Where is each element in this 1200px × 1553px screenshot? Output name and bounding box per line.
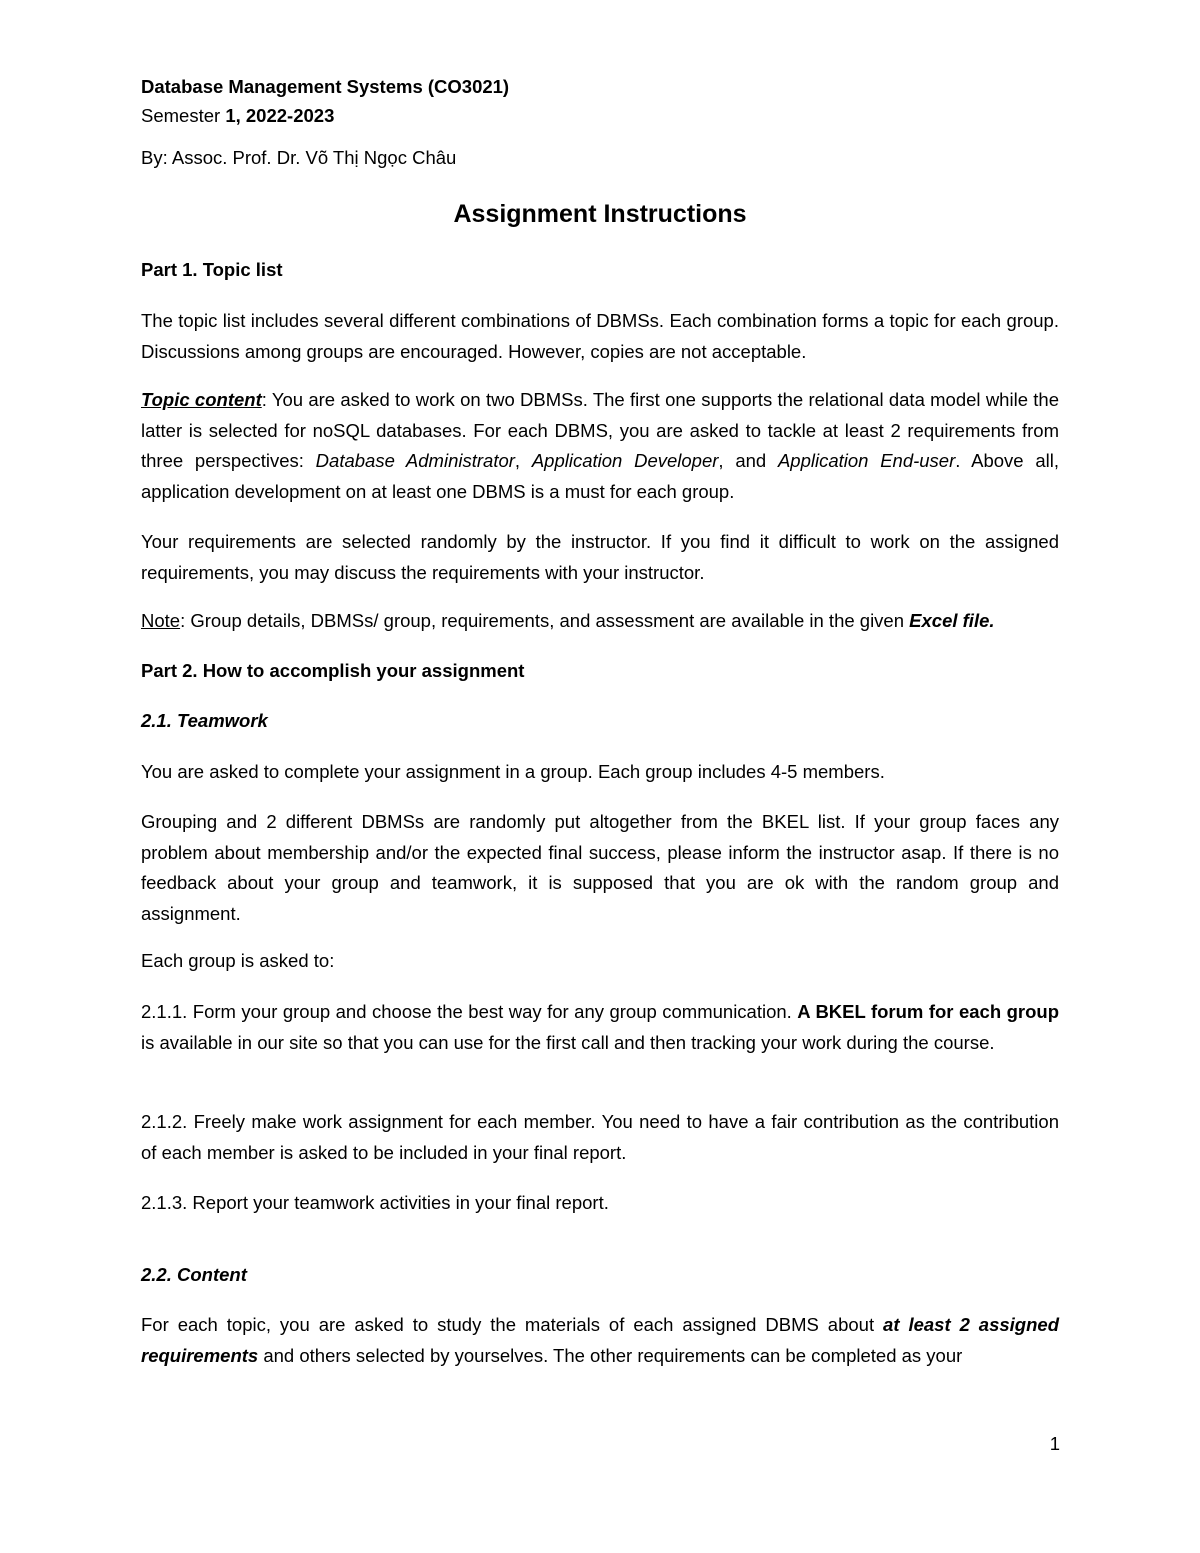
section-2-1-paragraph-1: You are asked to complete your assignment in a group. Each group includes 4-5 members. bbox=[141, 761, 885, 782]
section-number: 2.1.2. bbox=[141, 1111, 188, 1132]
role-separator: , and bbox=[718, 450, 778, 471]
note-end: . bbox=[989, 610, 995, 631]
document-title: Assignment Instructions bbox=[453, 200, 747, 228]
part1-note bbox=[141, 606, 1059, 637]
semester-prefix: Semester bbox=[141, 105, 226, 126]
assigned-requirements-highlight: at least 2 assigned requirements bbox=[141, 1314, 1060, 1366]
role-database-administrator: Database Administrator bbox=[315, 450, 515, 471]
part2-heading: Part 2. How to accomplish your assignment bbox=[141, 660, 525, 681]
section-2-1-paragraph-2: Grouping and 2 different DBMSs are randomly put altogether from the BKEL list. If your group faces any problem about membership and/or the expected final success, please inform the instructor asap. If there is no feedback about your group and teamwork, it is supposed that you are ok with the random group and assignment. bbox=[141, 811, 1059, 924]
note-excel-file: Excel file bbox=[909, 610, 990, 631]
section-2-1-heading: 2.1. Teamwork bbox=[141, 710, 268, 731]
part1-heading: Part 1. Topic list bbox=[141, 259, 283, 280]
section-2-1-2 bbox=[141, 1107, 1059, 1168]
section-number: 2.1.3. bbox=[141, 1192, 188, 1213]
role-application-developer: Application Developer bbox=[531, 450, 719, 471]
topic-content-text-end: . Above all, application development on at least one DBMS is a must for each group. bbox=[141, 450, 1059, 502]
part1-topic-content bbox=[141, 385, 1059, 507]
semester-value: 1, 2022-2023 bbox=[225, 105, 335, 126]
section-text: Form your group and choose the best way for any group communication. bbox=[187, 1001, 798, 1022]
topic-content-label: Topic content bbox=[141, 389, 262, 410]
role-application-end-user: Application End-user bbox=[777, 450, 956, 471]
page-number: 1 bbox=[1049, 1433, 1060, 1454]
section-text-end: is available in our site so that you can use for the first call and then tracking your work during the course. bbox=[141, 1031, 995, 1053]
part1-paragraph-3: Your requirements are selected randomly by the instructor. If you find it difficult to work on the assigned requirements, you may discuss the requirements with your instructor. bbox=[141, 531, 1059, 583]
section-2-1-paragraph-3: Each group is asked to: bbox=[141, 950, 335, 971]
section-number: 2.1.1. bbox=[141, 1001, 188, 1022]
note-label: Note bbox=[141, 610, 181, 631]
section-2-1-1 bbox=[141, 997, 1059, 1058]
author-line: By: Assoc. Prof. Dr. Võ Thị Ngọc Châu bbox=[141, 147, 457, 168]
section-text: Freely make work assignment for each member. You need to have a fair contribution as the contribution of each member is asked to be included in your final report. bbox=[141, 1111, 1059, 1163]
course-title: Database Management Systems (CO3021) bbox=[141, 76, 510, 97]
topic-content-text: : You are asked to work on two DBMSs. The first one supports the relational data model while the latter is selected for noSQL databases. For each DBMS, you are asked to tackle at least 2 requirements from three perspectives: bbox=[141, 389, 1059, 471]
section-text: Report your teamwork activities in your final report. bbox=[187, 1192, 609, 1213]
bkel-forum-highlight: A BKEL forum for each group bbox=[797, 1001, 1059, 1022]
section-2-2-heading: 2.2. Content bbox=[141, 1264, 247, 1285]
semester-line bbox=[141, 104, 334, 128]
section-2-2-paragraph bbox=[141, 1310, 1059, 1371]
note-text: : Group details, DBMSs/ group, requirements, and assessment are available in the given bbox=[180, 610, 910, 631]
section-text: For each topic, you are asked to study the materials of each assigned DBMS about bbox=[141, 1314, 884, 1335]
section-text-end: and others selected by yourselves. The other requirements can be completed as your bbox=[258, 1344, 963, 1366]
role-separator: , bbox=[514, 450, 532, 471]
part1-paragraph-1: The topic list includes several different combinations of DBMSs. Each combination forms a topic for each group. Discussions among groups are encouraged. However, copies are not acceptable. bbox=[141, 310, 1059, 362]
section-2-1-3 bbox=[141, 1188, 1059, 1219]
